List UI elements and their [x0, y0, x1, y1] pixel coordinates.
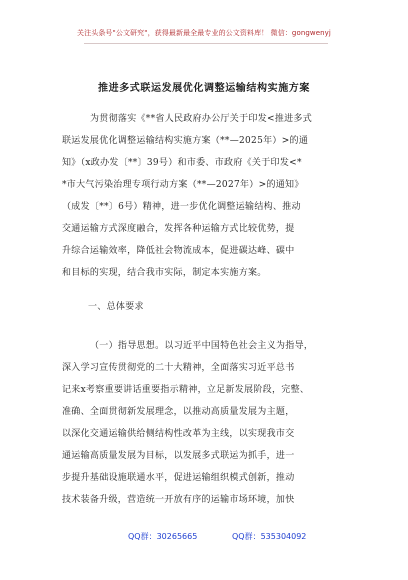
paragraph-line: （成发〔**〕6号）精神，进一步优化调整运输结构、推动: [62, 202, 301, 212]
intro-paragraph: [62, 108, 358, 284]
paragraph-line: 为贯彻落实《**省人民政府办公厅关于印发<推进多式: [90, 114, 313, 124]
paragraph-line: 准确、全面贯彻新发展理念，以推动高质量发展为主题，: [62, 407, 295, 417]
banner-divider: [84, 43, 328, 44]
paragraph-line: 知》（x政办发〔**〕39号）和市委、市政府《关于印发<*: [62, 158, 302, 168]
document-title: 推进多式联运发展优化调整运输结构实施方案: [98, 83, 310, 94]
paragraph-line: 交通运输方式深度融合，发挥各种运输方式比较优势，提: [62, 224, 295, 234]
paragraph-line: 步提升基础设施联通水平，促进运输组织模式创新，推动: [62, 473, 295, 483]
paragraph-line: 通运输高质量发展为目标，以发展多式联运为抓手，进一: [62, 451, 295, 461]
paragraph-line: 深入学习宣传贯彻党的二十大精神，全面落实习近平总书: [62, 363, 295, 373]
qq-group-link-1[interactable]: QQ群：30265665: [128, 532, 198, 541]
paragraph-line: 和目标的实现，结合我市实际，制定本实施方案。: [62, 268, 267, 278]
paragraph-line: 联运发展优化调整运输结构实施方案（**—2025年）>的通: [62, 136, 309, 146]
qq-group-link-2[interactable]: QQ群：535304092: [232, 532, 307, 541]
paragraph-line: 升综合运输效率，降低社会物流成本，促进碳达峰、碳中: [62, 246, 295, 256]
paragraph-line: *市大气污染治理专项行动方案（**—2027年）>的通知》: [62, 180, 304, 190]
paragraph-line: （一）指导思想。以习近平中国特色社会主义为指导，: [90, 341, 314, 351]
paragraph-line: 记来x考察重要讲话重要指示精神，立足新发展阶段，完整、: [62, 385, 310, 395]
guiding-ideology-paragraph: [62, 335, 358, 511]
paragraph-line: 技术装备升级，营造统一开放有序的运输市场环境，加快: [62, 495, 295, 505]
paragraph-line: 以深化交通运输供给侧结构性改革为主线，以实现我市交: [62, 429, 295, 439]
promo-banner[interactable]: 关注头条号"公文研究"，获得最新最全最专业的公文资料库！ 微信：gongwenyj: [77, 29, 331, 37]
footer-contacts: [0, 531, 408, 543]
section-heading: 一、总体要求: [88, 302, 144, 312]
